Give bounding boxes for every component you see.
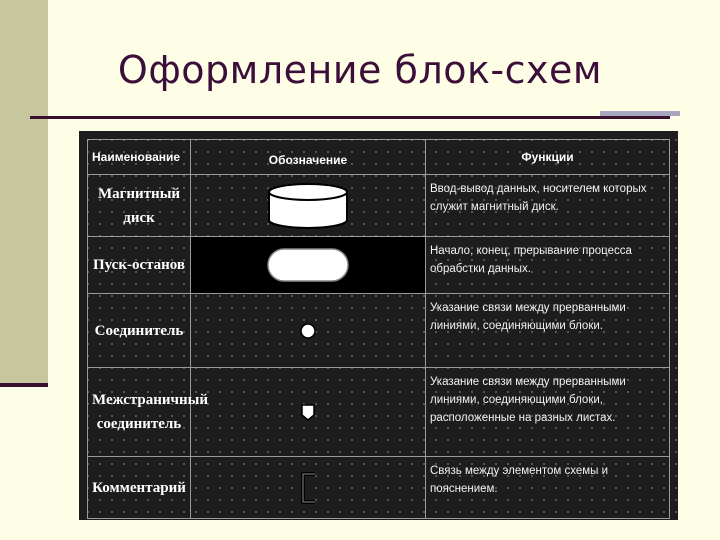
flowchart-table-panel	[79, 131, 678, 520]
table-row	[88, 368, 670, 457]
table-row	[88, 457, 670, 519]
row-name: Соединитель	[88, 294, 191, 368]
symbol-cell	[191, 294, 426, 368]
table-header-row	[88, 140, 670, 175]
row-name: Пуск-останов	[88, 237, 191, 294]
table-row	[88, 175, 670, 237]
magnetic-disk-icon	[263, 180, 353, 232]
row-function: Указание связи между прерванными линиями, соединяющими блоки.	[426, 294, 670, 368]
title-rule	[30, 116, 670, 119]
row-name: Магнитный диск	[88, 175, 191, 237]
symbol-cell	[191, 237, 426, 294]
row-function: Ввод-вывод данных, носителем которых служит магнитный диск.	[426, 175, 670, 237]
flowchart-symbols-table	[87, 139, 670, 519]
row-name: Комментарий	[88, 457, 191, 519]
header-name: Наименование	[88, 140, 191, 175]
slide-title: Оформление блок-схем	[117, 48, 603, 92]
symbol-cell	[191, 175, 426, 237]
sidebar-underline	[0, 383, 48, 387]
header-symbol: Обозначение	[191, 140, 426, 175]
terminator-icon	[266, 247, 350, 283]
row-function: Начало, конец, прерывание процесса обрабстки данных.	[426, 237, 670, 294]
table-row	[88, 237, 670, 294]
row-function: Связь между элементом схемы и пояснением.	[426, 457, 670, 519]
connector-icon	[298, 321, 318, 341]
symbol-cell	[191, 368, 426, 457]
header-function: Функции	[426, 140, 670, 175]
table-row	[88, 294, 670, 368]
comment-icon	[293, 468, 323, 508]
offpage-connector-icon	[298, 401, 318, 423]
row-name: Межстраничный соединитель	[88, 368, 191, 457]
symbol-cell	[191, 457, 426, 519]
row-function: Указание связи между прерванными линиями, соединяющими блоки, расположенные на разных листах.	[426, 368, 670, 457]
